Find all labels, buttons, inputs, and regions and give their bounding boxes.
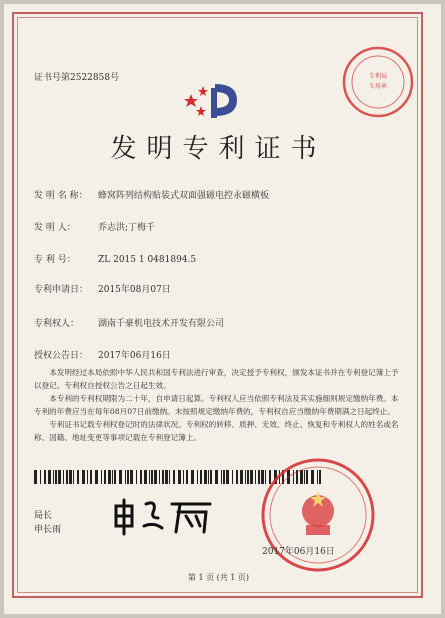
field-value: 2017年06月16日 (98, 351, 171, 361)
barcode-bar (48, 470, 51, 484)
office-seal-top (340, 44, 416, 120)
barcode-bar (140, 470, 142, 484)
barcode-bar (119, 470, 122, 484)
field-patentee (34, 316, 224, 329)
barcode-bar (191, 470, 194, 484)
svg-text:专利局: 专利局 (368, 73, 388, 80)
body-paragraph-2: 本专利的专利权期限为二十年，自申请日起算。专利权人应当依照专利法及其实施细则规定缴纳年费。本专利的年费应当在每年08月07日前缴纳。未按照规定缴纳年费的，专利权自应当缴纳年费期满之日起终止。 (34, 394, 399, 416)
field-label: 发 明 名 称： (34, 191, 88, 201)
barcode-bar (87, 470, 88, 484)
field-value: 2015年08月07日 (98, 285, 171, 295)
field-inventor (34, 220, 155, 233)
barcode-bar (165, 470, 168, 484)
field-label: 发 明 人： (34, 223, 76, 233)
barcode-bar (114, 470, 116, 484)
body-paragraph-1: 本发明经过本局依照中华人民共和国专利法进行审查，决定授予专利权，颁发本证书并在专利登记簿上予以登记。专利权自授权公告之日起生效。 (34, 368, 399, 390)
barcode-bar (77, 470, 79, 484)
barcode-bar (162, 470, 164, 484)
field-value: 湖南千豪机电技术开发有限公司 (98, 319, 225, 329)
field-invention-name (34, 188, 269, 201)
field-value: ZL 2015 1 0481894.5 (98, 255, 197, 265)
national-ip-office-seal (258, 455, 378, 575)
barcode-bar (154, 470, 157, 484)
field-filing-date (34, 282, 171, 295)
barcode-bar (247, 470, 249, 484)
barcode-bar (101, 470, 102, 484)
barcode-bar (63, 470, 64, 484)
director-name: 申长雨 (34, 525, 62, 535)
barcode-bar (95, 470, 98, 484)
barcode-bar (82, 470, 85, 484)
barcode-bar (236, 470, 238, 484)
barcode-bar (215, 470, 218, 484)
certificate-title: 发明专利证书 (110, 134, 327, 164)
barcode-bar (144, 470, 147, 484)
barcode-bar (151, 470, 153, 484)
barcode-bar (53, 470, 54, 484)
barcode-bar (112, 470, 113, 484)
barcode-bar (90, 470, 92, 484)
barcode-bar (208, 470, 209, 484)
barcode-bar (58, 470, 61, 484)
barcode-bar (173, 470, 175, 484)
barcode-bar (204, 470, 207, 484)
page-number: 第 1 页 (共 1 页) (187, 573, 250, 582)
certificate-body (34, 366, 404, 444)
barcode-bar (245, 470, 246, 484)
field-label: 专利申请日： (34, 285, 89, 295)
issue-date: 2017年06月16日 (262, 547, 335, 557)
barcode-bar (69, 470, 72, 484)
barcode-bar (149, 470, 150, 484)
barcode-bar (125, 470, 126, 484)
barcode-bar (108, 470, 111, 484)
barcode-bar (66, 470, 68, 484)
barcode-bar (136, 470, 137, 484)
field-label: 授权公告日： (34, 351, 89, 361)
barcode-bar (183, 470, 184, 484)
svg-text:专用章: 专用章 (368, 83, 388, 90)
barcode-bar (226, 470, 229, 484)
barcode-bar (127, 470, 129, 484)
director-title: 局长 (34, 511, 53, 521)
barcode-bar (40, 470, 41, 484)
barcode-bar (55, 470, 57, 484)
field-grant-date (34, 348, 171, 361)
body-paragraph-3: 专利证书记载专利权登记时的法律状况。专利权的转移、质押、无效、终止、恢复和专利权人的姓名或名称、国籍、地址变更等事项记载在专利登记簿上。 (34, 420, 399, 442)
barcode-bar (200, 470, 202, 484)
field-value: 蜂窝阵列结构贴装式双面强磁电控永磁横板 (98, 191, 270, 201)
cnipa-logo (183, 80, 243, 120)
barcode-bar (169, 470, 170, 484)
field-patent-number (34, 252, 196, 265)
barcode-bar (250, 470, 253, 484)
barcode-bar (104, 470, 106, 484)
barcode-bar (159, 470, 160, 484)
barcode-bar (210, 470, 212, 484)
barcode-bar (223, 470, 225, 484)
barcode-bar (44, 470, 46, 484)
barcode-bar (34, 470, 37, 484)
barcode-bar (197, 470, 198, 484)
barcode-bar (186, 470, 188, 484)
barcode-bar (255, 470, 256, 484)
director-signature (110, 496, 220, 536)
field-label: 专 利 号： (34, 255, 76, 265)
certificate-number: 证书号第2522858号 (34, 73, 120, 83)
barcode-bar (221, 470, 222, 484)
barcode-bar (73, 470, 74, 484)
field-label: 专利权人： (34, 319, 80, 329)
barcode-bar (232, 470, 233, 484)
barcode-bar (178, 470, 181, 484)
field-value: 乔志洪;丁梅千 (98, 223, 156, 233)
barcode-bar (240, 470, 243, 484)
barcode-bar (130, 470, 133, 484)
